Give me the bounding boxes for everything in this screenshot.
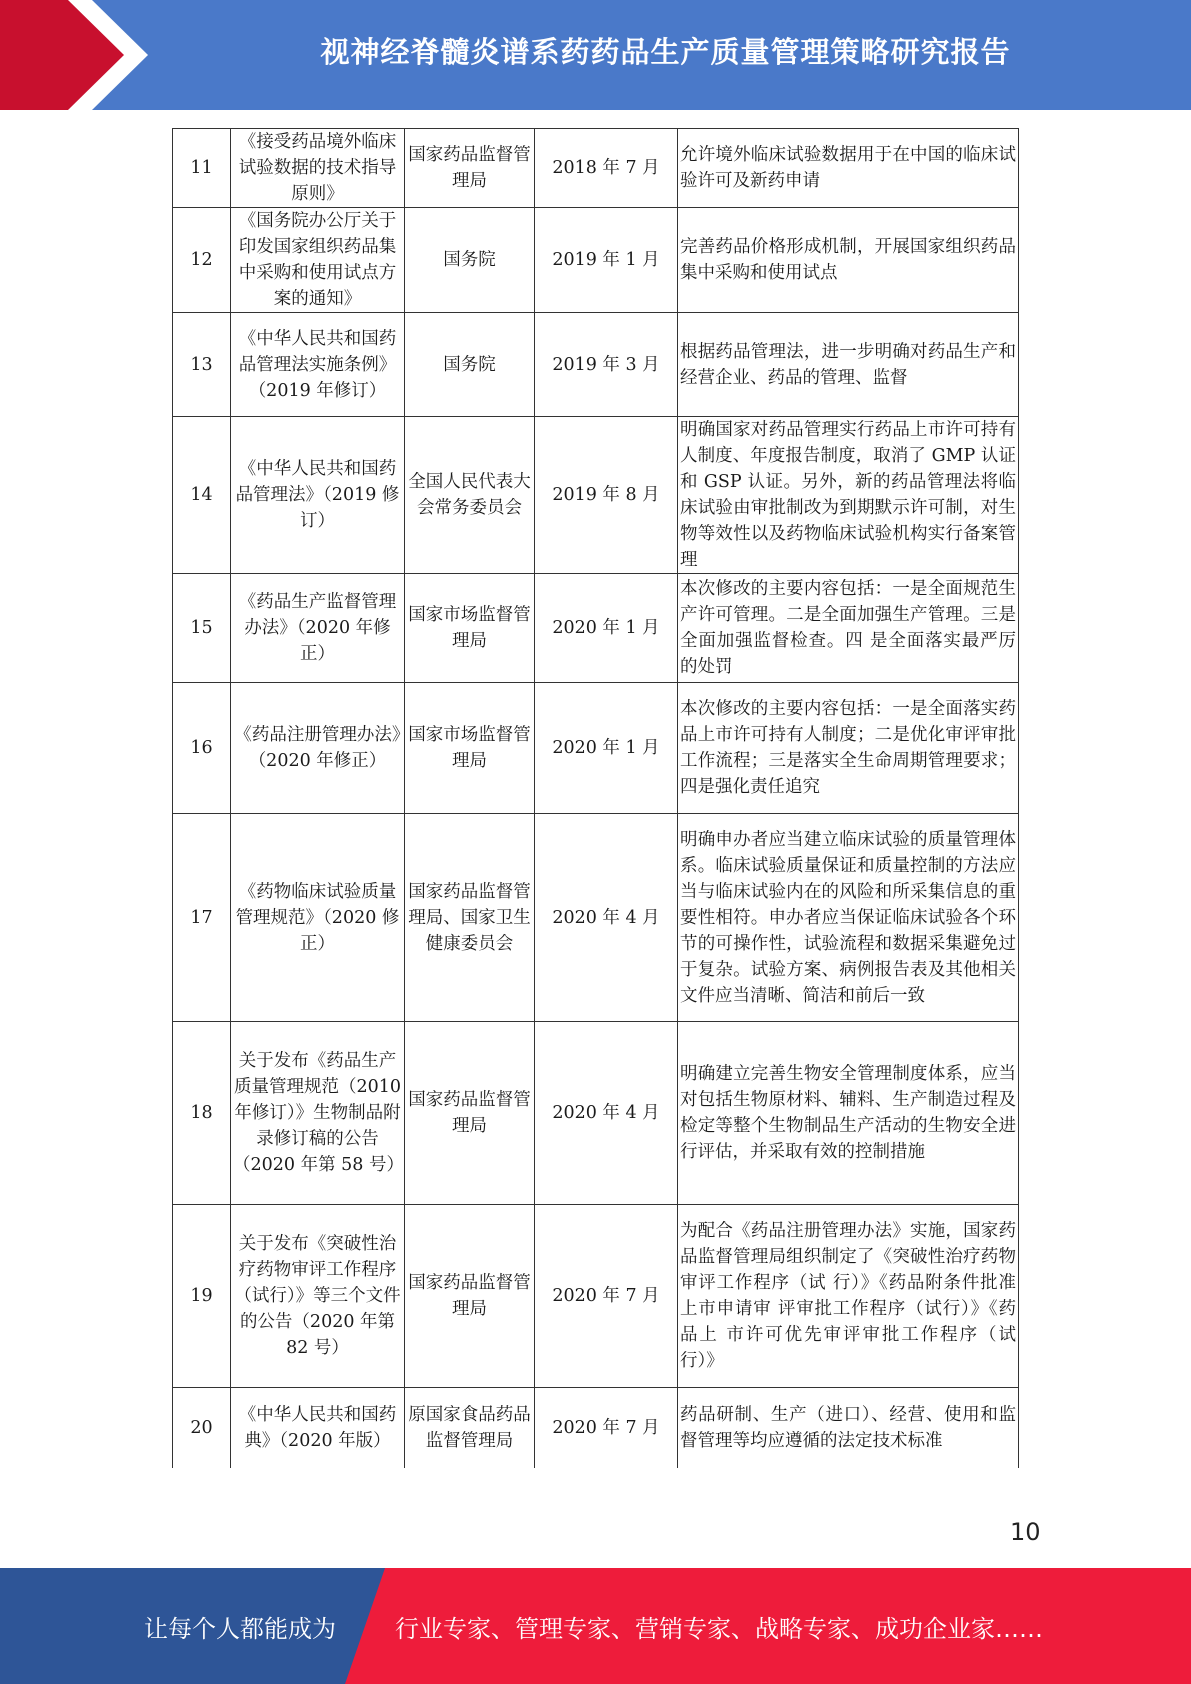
table-row <box>173 313 1019 417</box>
row-number: 20 <box>173 1388 231 1468</box>
page-header <box>0 0 1191 110</box>
document-summary: 完善药品价格形成机制，开展国家组织药品集中采购和使用试点 <box>678 208 1019 313</box>
document-name: 《药品生产监督管理办法》（2020 年修正） <box>231 574 405 683</box>
issuing-authority: 全国人民代表大会常务委员会 <box>405 417 535 574</box>
table-row <box>173 1388 1019 1468</box>
row-number: 12 <box>173 208 231 313</box>
document-name: 《药品注册管理办法》（2020 年修正） <box>231 683 405 814</box>
document-summary: 为配合《药品注册管理办法》实施，国家药品监督管理局组织制定了《突破性治疗药物审评工作程序（试 行）》《药品附条件批准上市申请审 评审批工作程序（试行）》《药品上 市许可优先审评审批工作程序（试 行）》 <box>678 1205 1019 1388</box>
regulation-table <box>172 128 1019 1468</box>
issue-date: 2020 年 1 月 <box>535 683 678 814</box>
table-row <box>173 574 1019 683</box>
row-number: 15 <box>173 574 231 683</box>
table-row <box>173 1022 1019 1205</box>
footer-slogan-left: 让每个人都能成为 <box>144 1614 336 1643</box>
document-name: 《中华人民共和国药典》（2020 年版） <box>231 1388 405 1468</box>
document-summary: 明确申办者应当建立临床试验的质量管理体系。临床试验质量保证和质量控制的方法应当与临床试验内在的风险和所采集信息的重要性相符。申办者应当保证临床试验各个环节的可操作性，试验流程和数据采集避免过于复杂。试验方案、病例报告表及其他相关文件应当清晰、简洁和前后一致 <box>678 814 1019 1022</box>
document-summary: 药品研制、生产（进口）、经营、使用和监督管理等均应遵循的法定技术标准 <box>678 1388 1019 1468</box>
issue-date: 2020 年 4 月 <box>535 1022 678 1205</box>
document-summary: 明确建立完善生物安全管理制度体系，应当对包括生物原材料、辅料、生产制造过程及检定等整个生物制品生产活动的生物安全进行评估，并采取有效的控制措施 <box>678 1022 1019 1205</box>
issue-date: 2020 年 1 月 <box>535 574 678 683</box>
issuing-authority: 国务院 <box>405 208 535 313</box>
issue-date: 2020 年 7 月 <box>535 1205 678 1388</box>
row-number: 19 <box>173 1205 231 1388</box>
issue-date: 2018 年 7 月 <box>535 129 678 208</box>
document-name: 《中华人民共和国药品管理法》（2019 修订） <box>231 417 405 574</box>
issue-date: 2019 年 8 月 <box>535 417 678 574</box>
row-number: 13 <box>173 313 231 417</box>
issuing-authority: 国家药品监督管理局 <box>405 1205 535 1388</box>
table-row <box>173 814 1019 1022</box>
issuing-authority: 国家市场监督管理局 <box>405 574 535 683</box>
issuing-authority: 国务院 <box>405 313 535 417</box>
document-summary: 本次修改的主要内容包括：一是全面落实药品上市许可持有人制度；二是优化审评审批工作流程；三是落实全生命周期管理要求；四是强化责任追究 <box>678 683 1019 814</box>
document-name: 《接受药品境外临床试验数据的技术指导原则》 <box>231 129 405 208</box>
issue-date: 2020 年 7 月 <box>535 1388 678 1468</box>
table-row <box>173 208 1019 313</box>
document-name: 关于发布《突破性治疗药物审评工作程序（试行）》等三个文件的公告（2020 年第 82 号） <box>231 1205 405 1388</box>
row-number: 16 <box>173 683 231 814</box>
document-summary: 本次修改的主要内容包括：一是全面规范生产许可管理。二是全面加强生产管理。三是全面加强监督检查。四 是全面落实最严厉的处罚 <box>678 574 1019 683</box>
row-number: 14 <box>173 417 231 574</box>
header-arrow-icon <box>0 0 150 110</box>
table-row <box>173 683 1019 814</box>
issuing-authority: 原国家食品药品监督管理局 <box>405 1388 535 1468</box>
issue-date: 2019 年 3 月 <box>535 313 678 417</box>
issuing-authority: 国家药品监督管理局、国家卫生健康委员会 <box>405 814 535 1022</box>
document-name: 《药物临床试验质量管理规范》（2020 修正） <box>231 814 405 1022</box>
page-number: 10 <box>1010 1518 1041 1546</box>
issue-date: 2019 年 1 月 <box>535 208 678 313</box>
issuing-authority: 国家药品监督管理局 <box>405 129 535 208</box>
page-footer <box>0 1568 1191 1684</box>
document-name: 《国务院办公厅关于印发国家组织药品集中采购和使用试点方案的通知》 <box>231 208 405 313</box>
table-row <box>173 417 1019 574</box>
issue-date: 2020 年 4 月 <box>535 814 678 1022</box>
row-number: 11 <box>173 129 231 208</box>
table-row <box>173 129 1019 208</box>
row-number: 18 <box>173 1022 231 1205</box>
footer-slogan-right: 行业专家、管理专家、营销专家、战略专家、成功企业家…… <box>395 1614 1043 1643</box>
issuing-authority: 国家药品监督管理局 <box>405 1022 535 1205</box>
document-name: 《中华人民共和国药品管理法实施条例》（2019 年修订） <box>231 313 405 417</box>
document-summary: 明确国家对药品管理实行药品上市许可持有人制度、年度报告制度，取消了 GMP 认证和 GSP 认证。另外，新的药品管理法将临床试验由审批制改为到期默示许可制，对生物等效性以及药物临床试验机构实行备案管理 <box>678 417 1019 574</box>
issuing-authority: 国家市场监督管理局 <box>405 683 535 814</box>
document-summary: 允许境外临床试验数据用于在中国的临床试验许可及新药申请 <box>678 129 1019 208</box>
report-title: 视神经脊髓炎谱系药药品生产质量管理策略研究报告 <box>320 34 1011 69</box>
document-name: 关于发布《药品生产质量管理规范（2010 年修订）》生物制品附录修订稿的公告（2020 年第 58 号） <box>231 1022 405 1205</box>
row-number: 17 <box>173 814 231 1022</box>
document-summary: 根据药品管理法，进一步明确对药品生产和经营企业、药品的管理、监督 <box>678 313 1019 417</box>
table-row <box>173 1205 1019 1388</box>
